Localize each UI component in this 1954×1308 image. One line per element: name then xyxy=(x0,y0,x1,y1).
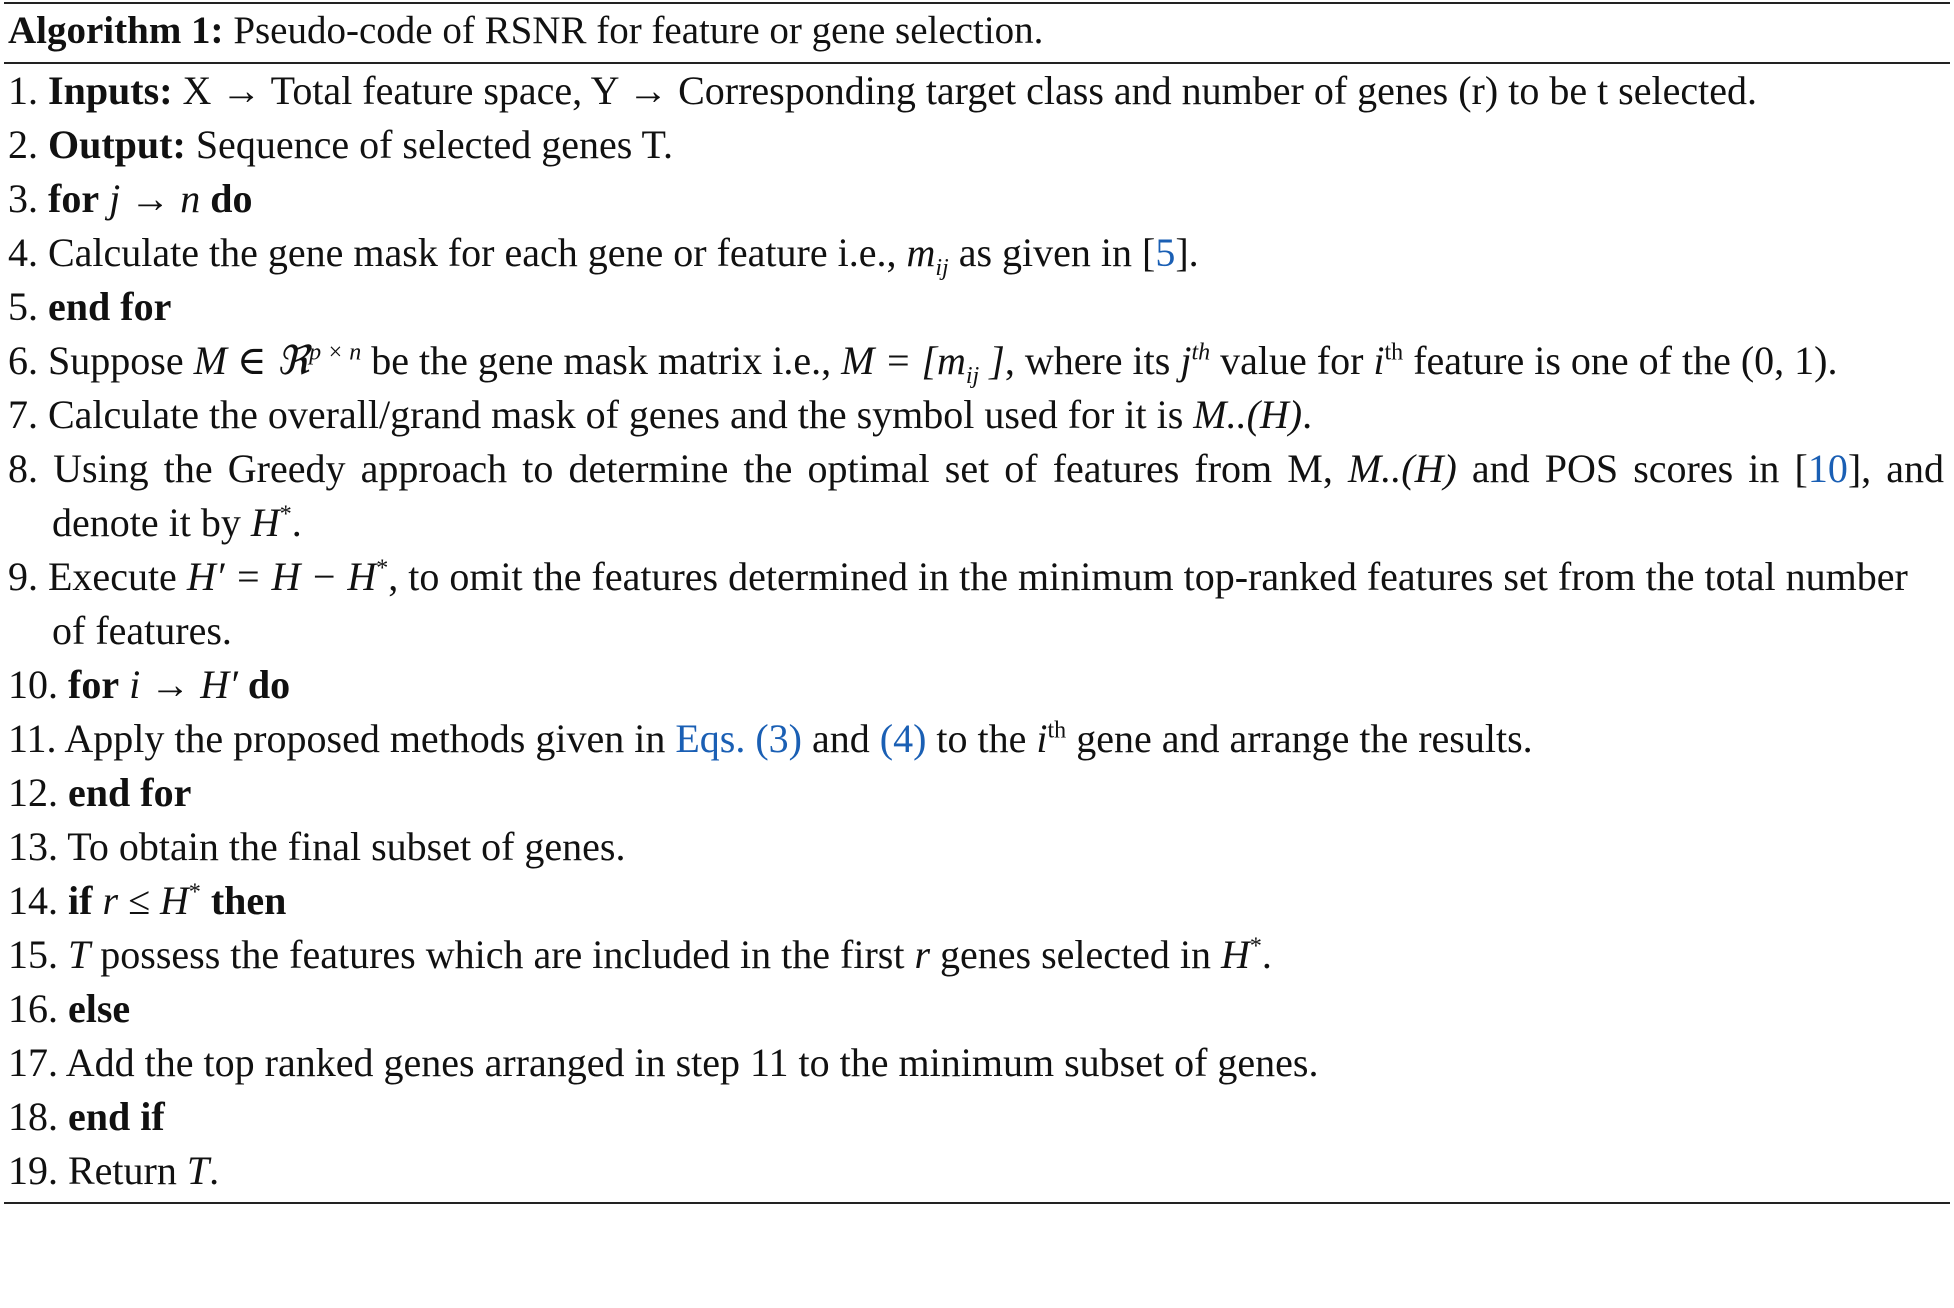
algorithm-box xyxy=(4,0,1950,1204)
step-text: genes selected in xyxy=(930,932,1222,977)
step-number: 3. xyxy=(8,176,48,221)
caption-label: Algorithm 1: xyxy=(8,9,224,52)
step-number: 13. xyxy=(8,824,68,869)
step-number: 11. xyxy=(8,716,65,761)
step-number: 19. xyxy=(8,1148,68,1193)
equation-link[interactable]: Eqs. (3) xyxy=(675,716,802,761)
math-expression: M ∈ ℜ xyxy=(193,338,310,383)
step-number: 10. xyxy=(8,662,68,707)
step-text: value for xyxy=(1210,338,1374,383)
step-13 xyxy=(4,820,1950,874)
step-number: 1. xyxy=(8,68,48,113)
step-text: Calculate the overall/grand mask of genes and the symbol used for it is xyxy=(48,392,1194,437)
step-text: Add the top ranked genes arranged in step 11 to the minimum subset of genes. xyxy=(65,1040,1319,1085)
keyword-end-for: end for xyxy=(48,284,172,329)
math-expression: ] xyxy=(979,338,1005,383)
equation-link[interactable]: (4) xyxy=(879,716,927,761)
math-expression: M..(H) xyxy=(1347,446,1457,491)
step-number: 15. xyxy=(8,932,68,977)
step-number: 16. xyxy=(8,986,68,1031)
step-text: ], and denote it by xyxy=(52,446,1945,545)
math-var: i xyxy=(1373,338,1385,383)
math-var: r xyxy=(914,932,931,977)
step-16 xyxy=(4,982,1950,1036)
step-number: 9. xyxy=(8,554,48,599)
keyword-end-if: end if xyxy=(68,1094,165,1139)
step-7 xyxy=(4,388,1950,442)
step-text: possess the features which are included in the first xyxy=(90,932,915,977)
step-text: Using the Greedy approach to determine the optimal set of features from M, xyxy=(53,446,1348,491)
math-subscript: ij xyxy=(935,255,949,281)
step-17 xyxy=(4,1036,1950,1090)
keyword-do: do xyxy=(247,662,291,707)
step-text: To obtain the final subset of genes. xyxy=(67,824,626,869)
step-11 xyxy=(4,712,1950,766)
loop-expression: j → n xyxy=(99,176,211,221)
step-text: Sequence of selected genes T. xyxy=(185,122,674,167)
step-2 xyxy=(4,118,1950,172)
step-text: be the gene mask matrix i.e., xyxy=(361,338,842,383)
step-4 xyxy=(4,226,1950,280)
step-9 xyxy=(4,550,1950,658)
algorithm-caption xyxy=(4,4,1950,62)
loop-expression: i → H′ xyxy=(119,662,248,707)
keyword-else: else xyxy=(68,986,131,1031)
step-5 xyxy=(4,280,1950,334)
bottom-rule xyxy=(4,1202,1950,1204)
math-superscript: th xyxy=(1191,339,1211,366)
step-10 xyxy=(4,658,1950,712)
step-12 xyxy=(4,766,1950,820)
step-text: . xyxy=(291,500,302,545)
step-14 xyxy=(4,874,1950,928)
step-number: 6. xyxy=(8,338,48,383)
keyword-for: for xyxy=(48,176,100,221)
math-superscript: * xyxy=(188,879,201,906)
step-number: 12. xyxy=(8,770,68,815)
math-superscript: th xyxy=(1047,717,1067,744)
step-number: 18. xyxy=(8,1094,68,1139)
math-var: j xyxy=(1180,338,1192,383)
math-var: m xyxy=(906,230,936,275)
math-superscript: p × n xyxy=(309,339,362,366)
step-15 xyxy=(4,928,1950,982)
step-number: 17. xyxy=(8,1040,66,1085)
step-text: Suppose xyxy=(48,338,194,383)
step-text: Calculate the gene mask for each gene or feature i.e., xyxy=(48,230,907,275)
algorithm-steps xyxy=(4,64,1950,1202)
citation-link[interactable]: 10 xyxy=(1807,446,1848,491)
step-text: and POS scores in [ xyxy=(1456,446,1808,491)
math-var: H xyxy=(250,500,280,545)
math-superscript: th xyxy=(1384,339,1404,366)
math-expression: M..(H) xyxy=(1193,392,1303,437)
math-var: i xyxy=(1036,716,1048,761)
step-number: 8. xyxy=(8,446,54,491)
step-18 xyxy=(4,1090,1950,1144)
step-text: Execute xyxy=(48,554,187,599)
step-text: feature is one of the (0, 1). xyxy=(1403,338,1838,383)
step-text: . xyxy=(1302,392,1313,437)
step-number: 5. xyxy=(8,284,48,329)
step-8 xyxy=(4,442,1950,550)
step-number: 2. xyxy=(8,122,48,167)
keyword-inputs: Inputs: xyxy=(48,68,173,113)
step-text: to the xyxy=(926,716,1037,761)
math-var: T xyxy=(68,932,91,977)
step-text: as given in [ xyxy=(948,230,1156,275)
math-superscript: * xyxy=(279,501,292,528)
step-text: . xyxy=(209,1148,220,1193)
caption-text: Pseudo-code of RSNR for feature or gene selection. xyxy=(223,9,1044,52)
keyword-output: Output: xyxy=(48,122,186,167)
math-var: T xyxy=(186,1148,210,1193)
math-expression: M = [m xyxy=(841,338,966,383)
step-number: 4. xyxy=(8,230,48,275)
step-text: ]. xyxy=(1175,230,1199,275)
step-text: , to omit the features determined in the minimum top-ranked features set from the total number of features. xyxy=(52,554,1908,653)
math-expression: H′ = H − H xyxy=(186,554,377,599)
keyword-do: do xyxy=(210,176,253,221)
step-number: 7. xyxy=(8,392,48,437)
step-text: and xyxy=(802,716,880,761)
citation-link[interactable]: 5 xyxy=(1155,230,1176,275)
condition-expression: r ≤ H xyxy=(92,878,189,923)
step-text: Return xyxy=(68,1148,187,1193)
keyword-if: if xyxy=(68,878,93,923)
math-var: H xyxy=(1221,932,1250,977)
step-19 xyxy=(4,1144,1950,1198)
step-text: gene and arrange the results. xyxy=(1066,716,1533,761)
step-text: , where its xyxy=(1004,338,1181,383)
step-text: Apply the proposed methods given in xyxy=(64,716,676,761)
step-1 xyxy=(4,64,1950,118)
step-text: . xyxy=(1261,932,1272,977)
math-superscript: * xyxy=(1249,933,1262,960)
step-number: 14. xyxy=(8,878,68,923)
math-superscript: * xyxy=(376,555,389,582)
step-text: X → Total feature space, Y → Corresponding target class and number of genes (r) to be t selected. xyxy=(182,68,1757,113)
step-6 xyxy=(4,334,1950,388)
math-subscript: ij xyxy=(965,363,980,389)
keyword-then: then xyxy=(200,878,287,923)
step-3 xyxy=(4,172,1950,226)
keyword-for: for xyxy=(68,662,120,707)
keyword-end-for: end for xyxy=(68,770,192,815)
